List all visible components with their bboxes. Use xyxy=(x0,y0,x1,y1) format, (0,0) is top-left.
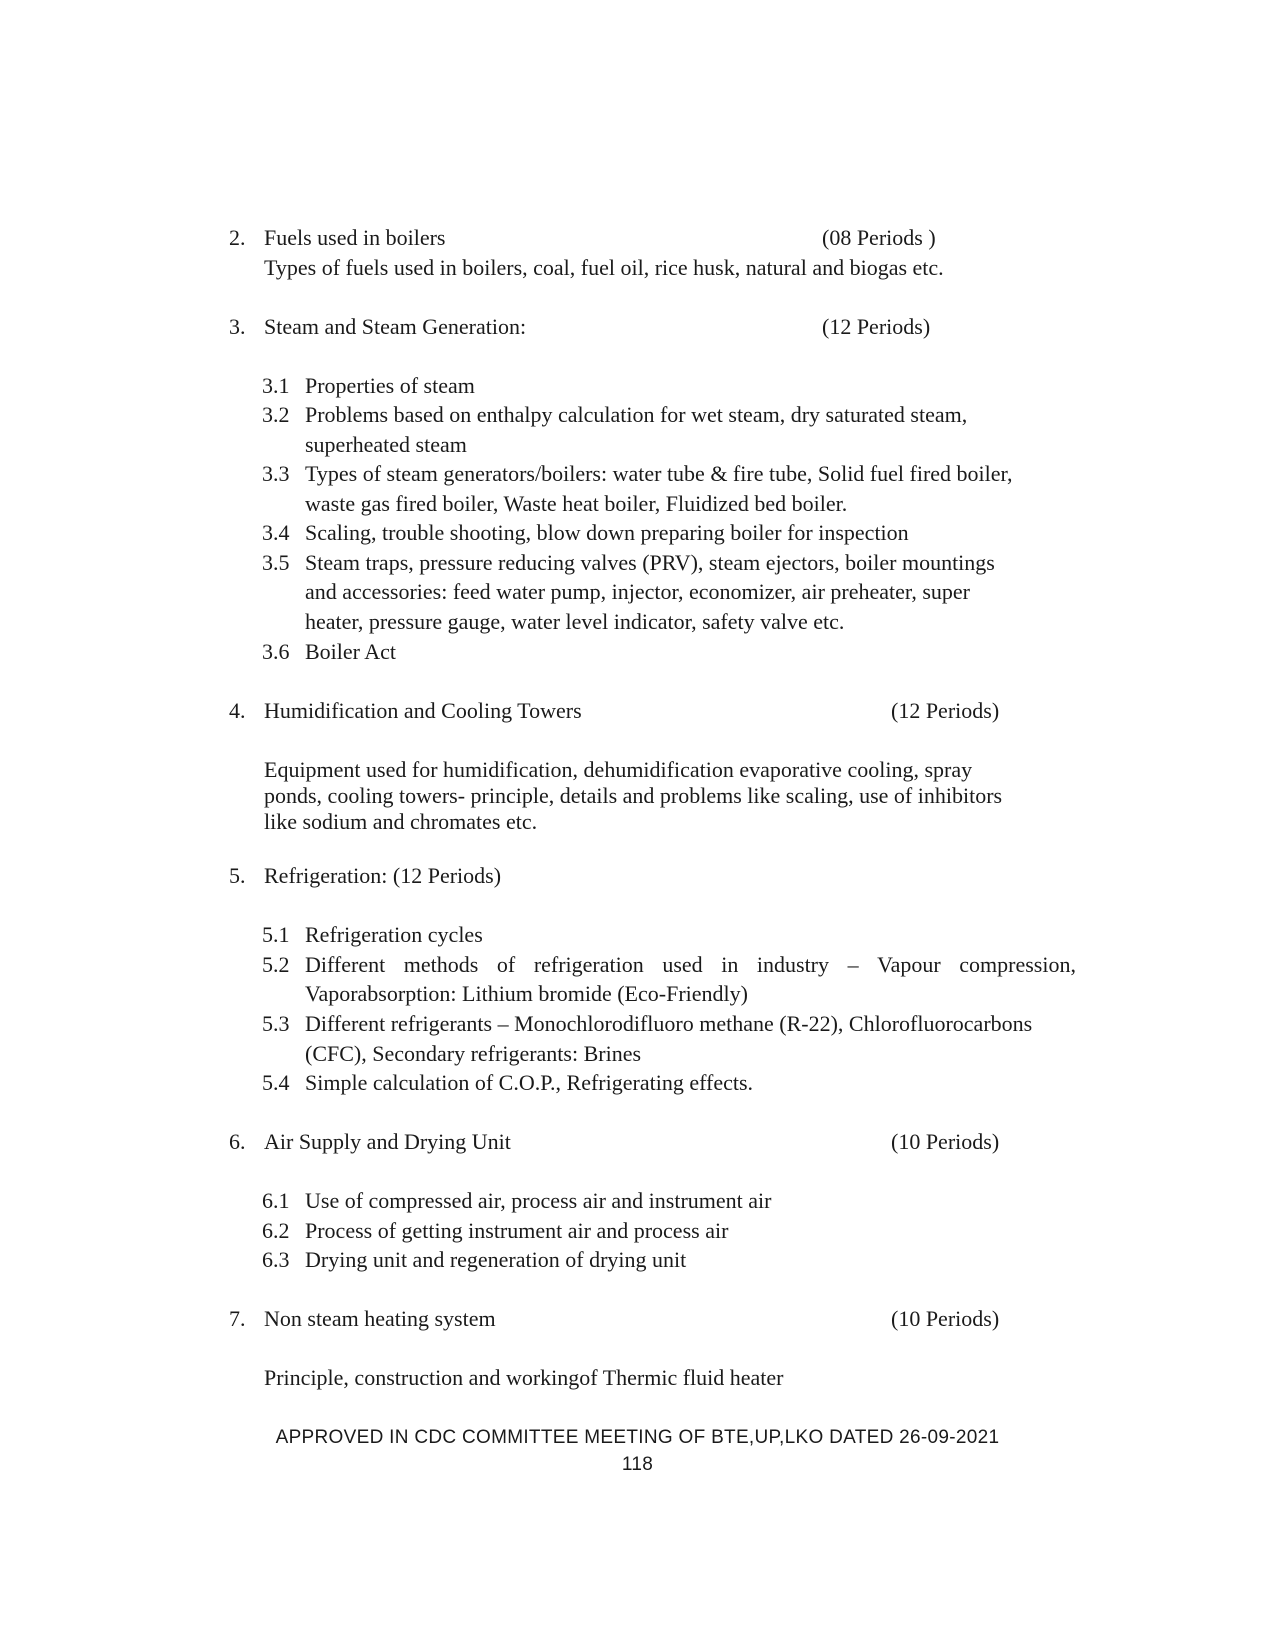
subsection-text: Properties of steam xyxy=(305,373,475,398)
subsection-text: Problems based on enthalpy calculation for wet steam, dry saturated steam, xyxy=(305,402,968,427)
section-title: Fuels used in boilers xyxy=(264,225,446,250)
section-body-text: Principle, construction and workingof Thermic fluid heater xyxy=(264,1365,784,1390)
word: in xyxy=(721,952,739,977)
subsection-text: waste gas fired boiler, Waste heat boiler, Fluidized bed boiler. xyxy=(305,491,848,516)
section-number: 6. xyxy=(229,1129,246,1154)
section-body-text: like sodium and chromates etc. xyxy=(264,809,538,834)
subsection-number: 3.4 xyxy=(262,520,290,545)
section-periods: (12 Periods) xyxy=(891,698,1000,723)
section-title: Humidification and Cooling Towers xyxy=(264,698,582,723)
subsection-text: Different refrigerants – Monochlorodifluoro methane (R-22), Chlorofluorocarbons xyxy=(305,1011,1033,1036)
section-periods: (12 Periods) xyxy=(822,314,931,339)
subsection-text: and accessories: feed water pump, injector, economizer, air preheater, super xyxy=(305,579,970,604)
subsection-number: 3.2 xyxy=(262,402,290,427)
word: of xyxy=(496,952,516,977)
subsection-text: Steam traps, pressure reducing valves (PRV), steam ejectors, boiler mountings xyxy=(305,550,995,575)
word: methods xyxy=(403,952,479,977)
subsection-text: Drying unit and regeneration of drying unit xyxy=(305,1247,687,1272)
word: – xyxy=(847,952,859,977)
section-body-text: ponds, cooling towers- principle, details and problems like scaling, use of inhibitors xyxy=(264,783,1003,808)
subsection-text: Vaporabsorption: Lithium bromide (Eco-Friendly) xyxy=(305,981,748,1006)
subsection-number: 3.6 xyxy=(262,639,290,664)
subsection-number: 3.1 xyxy=(262,373,290,398)
section-number: 2. xyxy=(229,225,246,250)
section-title: Air Supply and Drying Unit xyxy=(264,1129,511,1154)
section-number: 7. xyxy=(229,1306,246,1331)
subsection-number: 5.2 xyxy=(262,952,290,977)
subsection-number: 5.4 xyxy=(262,1070,290,1095)
subsection-number: 5.1 xyxy=(262,922,290,947)
subsection-text: Scaling, trouble shooting, blow down preparing boiler for inspection xyxy=(305,520,909,545)
subsection-text: heater, pressure gauge, water level indicator, safety valve etc. xyxy=(305,609,845,634)
word: Vapour xyxy=(877,952,941,977)
section-title: Refrigeration: (12 Periods) xyxy=(264,863,502,888)
word: refrigeration xyxy=(533,952,644,977)
section-number: 4. xyxy=(229,698,246,723)
subsection-text: superheated steam xyxy=(305,432,467,457)
section-body-text: Types of fuels used in boilers, coal, fuel oil, rice husk, natural and biogas etc. xyxy=(264,255,944,280)
section-body-text: Equipment used for humidification, dehumidification evaporative cooling, spray xyxy=(264,757,973,782)
section-number: 5. xyxy=(229,863,246,888)
subsection-text: (CFC), Secondary refrigerants: Brines xyxy=(305,1041,642,1066)
word: compression, xyxy=(959,952,1076,977)
word: industry xyxy=(756,952,830,977)
subsection-text: Boiler Act xyxy=(305,639,397,664)
subsection-number: 3.3 xyxy=(262,461,290,486)
subsection-text: Refrigeration cycles xyxy=(305,922,483,947)
section-periods: (10 Periods) xyxy=(891,1129,1000,1154)
subsection-text: Simple calculation of C.O.P., Refrigerating effects. xyxy=(305,1070,754,1095)
section-periods: (10 Periods) xyxy=(891,1306,1000,1331)
subsection-number: 6.3 xyxy=(262,1247,290,1272)
section-number: 3. xyxy=(229,314,246,339)
subsection-number: 5.3 xyxy=(262,1011,290,1036)
subsection-text: Types of steam generators/boilers: water tube & fire tube, Solid fuel fired boiler, xyxy=(305,461,1013,486)
subsection-text: Process of getting instrument air and process air xyxy=(305,1218,729,1243)
page-number: 118 xyxy=(621,1454,654,1475)
subsection-number: 3.5 xyxy=(262,550,290,575)
subsection-justified-line xyxy=(305,954,1076,976)
word: Different xyxy=(305,952,386,977)
word: used xyxy=(662,952,703,977)
subsection-number: 6.1 xyxy=(262,1188,290,1213)
section-periods: (08 Periods ) xyxy=(822,225,936,250)
section-title: Non steam heating system xyxy=(264,1306,496,1331)
subsection-text: Use of compressed air, process air and instrument air xyxy=(305,1188,772,1213)
subsection-number: 6.2 xyxy=(262,1218,290,1243)
approval-footer: APPROVED IN CDC COMMITTEE MEETING OF BTE,UP,LKO DATED 26-09-2021 xyxy=(275,1427,1000,1448)
section-title: Steam and Steam Generation: xyxy=(264,314,527,339)
